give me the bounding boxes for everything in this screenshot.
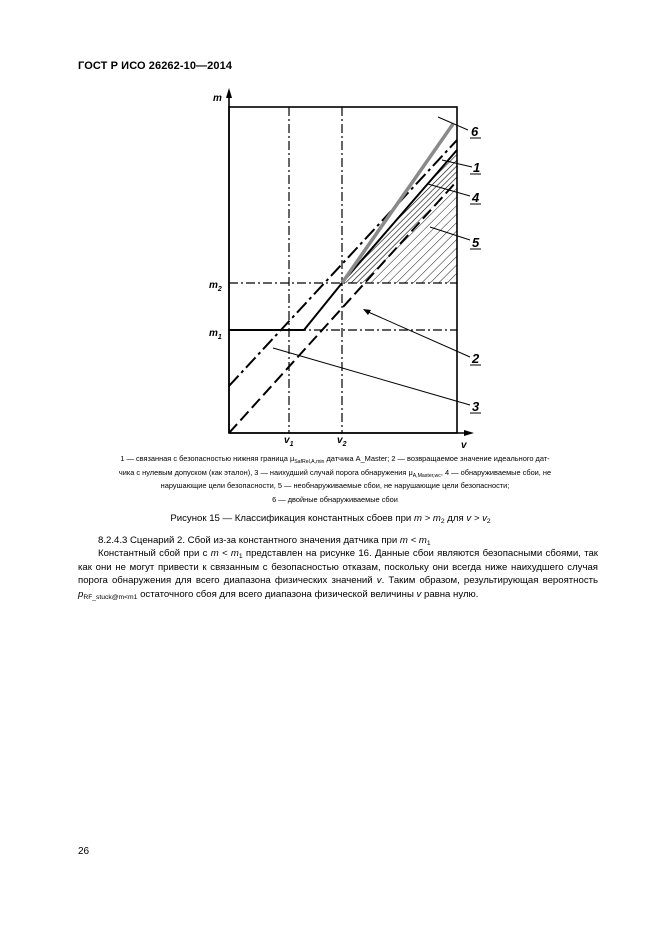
m2-label: $m_2$ bbox=[209, 280, 222, 293]
callout-3: 3 bbox=[472, 399, 480, 414]
document-header: ГОСТ Р ИСО 26262-10—2014 bbox=[78, 60, 233, 72]
x-axis-arrow bbox=[464, 430, 474, 436]
v1-label: $v_1$ bbox=[284, 435, 294, 448]
figure-15-chart bbox=[0, 0, 661, 450]
legend-line-2: чика с нулевым допуском (как эталон), 3 — наихудший случай порога обнаружения $\mu_{A,Master,wc}$, 4 — обнаруживаемые сбои, не bbox=[118, 467, 552, 479]
legend-line-4: 6 — двойные обнаруживаемые сбои bbox=[272, 494, 398, 504]
y-axis-arrow bbox=[226, 88, 232, 98]
figure-title: Рисунок 15 — Классификация константных сбоев при $m > m_2$ для $v > v_2$ bbox=[170, 513, 491, 525]
callout-2-leader bbox=[366, 311, 470, 357]
callout-2-arrowhead bbox=[363, 309, 371, 315]
v2-label: $v_2$ bbox=[337, 435, 347, 448]
callout-3-leader bbox=[273, 348, 470, 405]
y-axis-label: m bbox=[213, 93, 222, 104]
figure-legend bbox=[70, 452, 600, 506]
callout-4: 4 bbox=[472, 190, 480, 205]
callout-6: 6 bbox=[471, 124, 479, 139]
m1-label: $m_1$ bbox=[209, 328, 222, 341]
section-paragraph: Константный сбой при с $m < m_1$ представлен на рисунке 16. Данные сбои являются безопасными сбоями, так как они не могут привести к связанным с безопасностью отказам, поскольку они всегда ниже наихудшего случая порога обнаружения для всего диапазона физических значений v. Таким образом, результирующая вероятность $p_{RF\_stuck@m<m1}$ остаточного сбоя для всего диапазона физической величины v равна нулю. bbox=[78, 548, 599, 601]
legend-line-3: нарушающие цели безопасности, 5 — необнаруживаемые сбои, не нарушающие цели безопасности; bbox=[160, 481, 510, 491]
callout-2: 2 bbox=[472, 351, 480, 366]
curve-3-worst-case-threshold bbox=[229, 181, 457, 433]
section-heading: 8.2.4.3 Сценарий 2. Сбой из-за константного значения датчика при $m < m_1$ bbox=[98, 535, 431, 547]
callout-5: 5 bbox=[472, 235, 480, 250]
legend-line-1: 1 — связанная с безопасностью нижняя граница $\mu_{SafRel,A,min}$ датчика A_Master; 2 — возвращаемое значение идеального дат- bbox=[120, 454, 550, 465]
x-axis-label: v bbox=[461, 440, 467, 450]
section-body bbox=[78, 534, 598, 601]
callout-6-leader bbox=[438, 117, 468, 130]
page-number: 26 bbox=[78, 846, 90, 857]
callout-1: 1 bbox=[473, 160, 481, 175]
